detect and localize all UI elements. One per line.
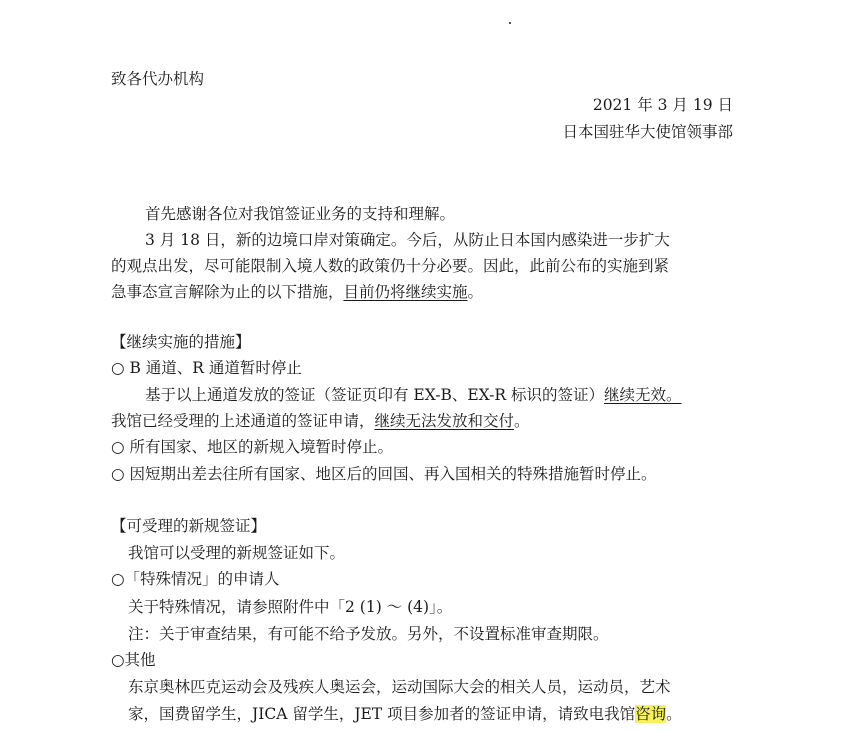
section2-item-2-detail-1: 东京奥林匹克运动会及残疾人奥运会，运动国际大会的相关人员，运动员，艺术 — [128, 678, 671, 696]
section1-item-1-detail-1 — [145, 385, 682, 405]
section2-item-1: ○「特殊情况」的申请人 — [111, 570, 280, 588]
intro-line-3: 的观点出发，尽可能限制入境人数的政策仍十分必要。因此，此前公布的实施到紧 — [111, 257, 670, 275]
section1-item-3: ○ 因短期出差去往所有国家、地区后的回国、再入国相关的特殊措施暂时停止。 — [111, 465, 657, 483]
detail-1-emphasis: 继续无效。 — [604, 386, 682, 404]
intro-line-4 — [111, 282, 483, 302]
intro-line-1: 首先感谢各位对我馆签证业务的支持和理解。 — [145, 205, 456, 223]
section2-item-2-detail-2 — [128, 704, 682, 724]
section2-item-1-detail-1: 关于特殊情况，请参照附件中「2 (1) ～ (4)」。 — [128, 598, 453, 616]
section2-heading: 【可受理的新规签证】 — [111, 517, 267, 535]
intro-emphasis: 目前仍将继续实施 — [343, 283, 468, 301]
intro-line-4-prefix: 急事态宣言解除为止的以下措施， — [111, 283, 344, 301]
letter-date: 2021 年 3 月 19 日 — [592, 96, 733, 114]
intro-line-4-suffix: 。 — [467, 283, 484, 301]
detail-2-prefix: 我馆已经受理的上述通道的签证申请， — [111, 412, 375, 430]
sender: 日本国驻华大使馆领事部 — [562, 123, 733, 141]
detail-2-suffix: 。 — [514, 412, 530, 430]
section1-item-1-detail-2 — [111, 411, 530, 431]
detail-prefix: 家，国费留学生，JICA 留学生，JET 项目参加者的签证申请，请致电我馆 — [128, 705, 636, 723]
detail-suffix: 。 — [666, 705, 682, 723]
intro-line-2: 3 月 18 日，新的边境口岸对策确定。今后，从防止日本国内感染进一步扩大 — [145, 231, 670, 249]
section1-item-1: ○ B 通道、R 通道暂时停止 — [111, 359, 302, 377]
detail-2-emphasis: 继续无法发放和交付 — [374, 412, 515, 430]
section2-intro: 我馆可以受理的新规签证如下。 — [128, 544, 346, 562]
section1-heading: 【继续实施的措施】 — [111, 333, 251, 351]
section2-item-2: ○其他 — [111, 651, 156, 669]
detail-1-prefix: 基于以上通道发放的签证（签证页印有 EX-B、EX-R 标识的签证） — [145, 386, 604, 404]
highlighted-consult: 咨询 — [635, 705, 667, 723]
stray-mark — [509, 22, 511, 24]
section1-item-2: ○ 所有国家、地区的新规入境暂时停止。 — [111, 438, 393, 456]
section2-item-1-detail-2: 注：关于审查结果，有可能不给予发放。另外，不设置标准审查期限。 — [128, 625, 609, 643]
recipient: 致各代办机构 — [111, 70, 205, 88]
